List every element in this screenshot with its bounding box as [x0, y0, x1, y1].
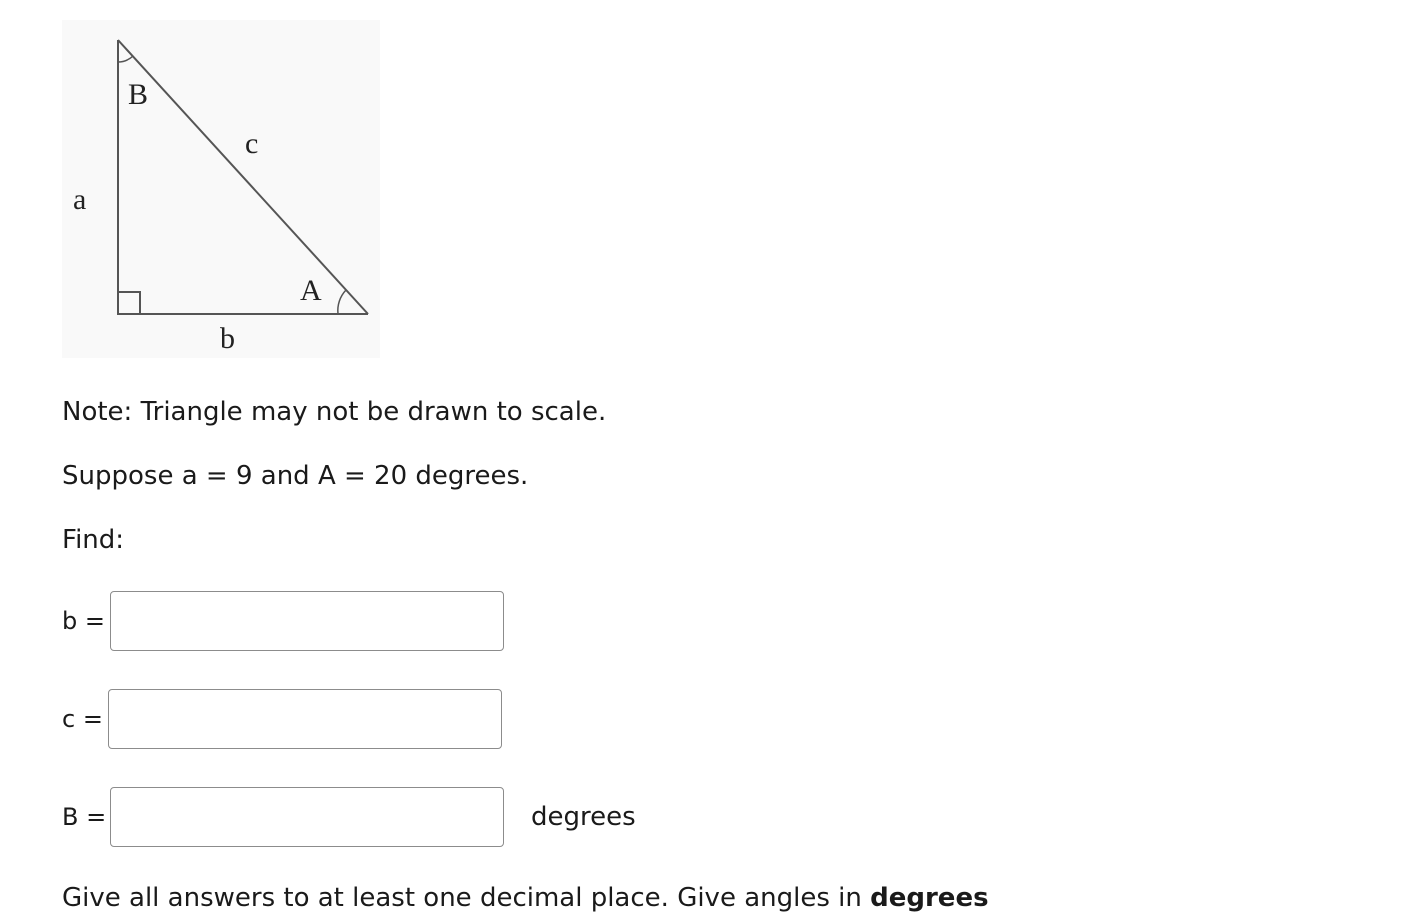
angle-b-field-label: B =	[62, 803, 107, 831]
answer-instructions	[62, 882, 989, 914]
given-values: Suppose a = 9 and A = 20 degrees.	[62, 461, 529, 491]
triangle-diagram	[62, 20, 380, 358]
degrees-unit-label: degrees	[531, 802, 636, 832]
b-field-label: b =	[62, 607, 105, 635]
vertex-b-label: B	[128, 78, 149, 111]
instructions-emphasis: degrees	[870, 883, 989, 913]
find-heading: Find:	[62, 525, 125, 555]
scale-note: Note: Triangle may not be drawn to scale.	[62, 397, 607, 427]
b-answer-input[interactable]	[110, 591, 504, 651]
side-a-label: a	[73, 183, 87, 216]
c-field-label: c =	[62, 705, 103, 733]
side-b-label: b	[220, 322, 235, 355]
c-answer-input[interactable]	[108, 689, 502, 749]
side-c-label: c	[245, 127, 259, 160]
angle-b-answer-input[interactable]	[110, 787, 504, 847]
diagram-background	[62, 20, 380, 358]
instructions-text: Give all answers to at least one decimal place. Give angles in	[62, 883, 871, 913]
vertex-a-label: A	[300, 274, 322, 307]
